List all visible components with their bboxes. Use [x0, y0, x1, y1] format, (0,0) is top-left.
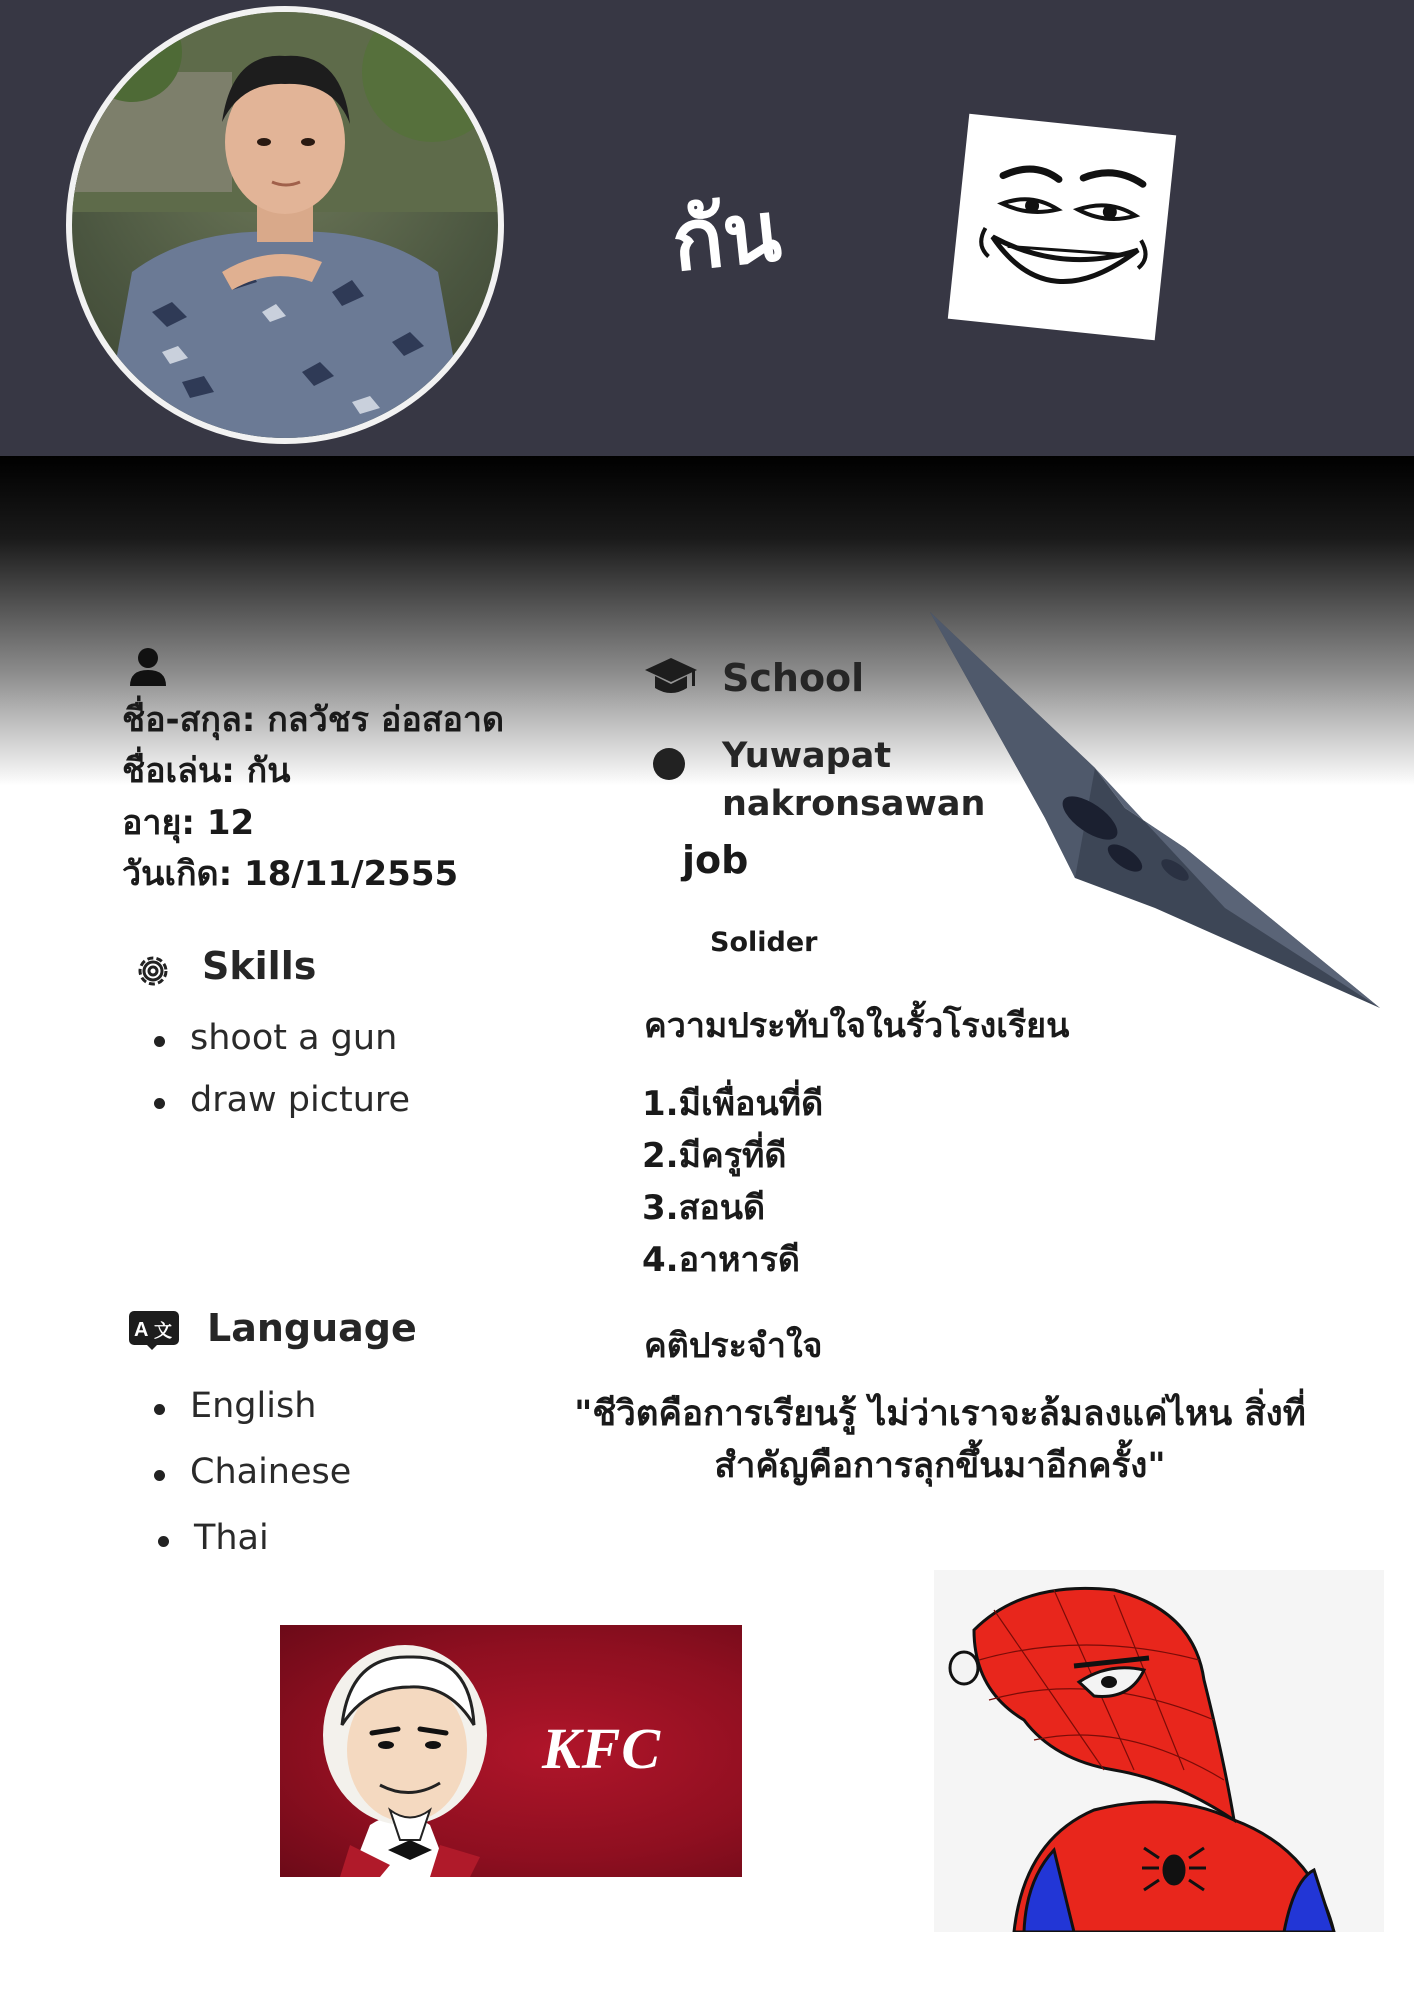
school-heading: School — [722, 656, 865, 700]
job-heading: job — [682, 838, 749, 882]
profile-photo-illustration — [72, 12, 498, 438]
profile-photo — [66, 6, 504, 444]
impression-item: 2.มีครูที่ดี — [642, 1136, 787, 1176]
impression-item: 3.สอนดี — [642, 1188, 766, 1228]
svg-text:A: A — [134, 1319, 149, 1341]
translate-icon — [128, 1310, 180, 1350]
svg-text:文: 文 — [154, 1321, 172, 1342]
skill-item: shoot a gun — [190, 1018, 398, 1058]
motto-quote — [520, 1388, 1360, 1492]
colonel-illustration — [280, 1625, 742, 1877]
fullname-text: ชื่อ-สกุล: กลวัชร อ่อสอาด — [122, 700, 505, 740]
gear-icon — [132, 950, 174, 992]
spiderman-meme-image — [934, 1570, 1384, 1932]
impression-heading: ความประทับใจในรั้วโรงเรียน — [644, 1006, 1070, 1046]
school-name-line2: nakronsawan — [722, 784, 986, 824]
stealth-bomber-image — [925, 608, 1385, 1018]
language-item: Chainese — [190, 1452, 352, 1492]
kfc-logo-image — [280, 1625, 742, 1877]
kfc-logo-text: KFC — [542, 1716, 662, 1781]
person-icon — [128, 646, 168, 686]
birthday-text: วันเกิด: 18/11/2555 — [122, 854, 459, 894]
school-name-line1: Yuwapat — [722, 736, 892, 776]
skills-heading: Skills — [202, 944, 317, 988]
language-heading: Language — [207, 1306, 417, 1350]
nickname-text: ชื่อเล่น: กัน — [122, 751, 291, 791]
job-value: Solider — [710, 927, 818, 958]
graduation-cap-icon — [644, 656, 698, 698]
meme-face-image — [948, 114, 1176, 341]
language-item: Thai — [194, 1518, 269, 1558]
motto-line1: "ชีวิตคือการเรียนรู้ ไม่ว่าเราจะล้มลงแค่ไหน สิ่งที่ — [574, 1394, 1306, 1434]
language-item: English — [190, 1386, 317, 1426]
header-nickname: กัน — [667, 181, 786, 291]
skill-item: draw picture — [190, 1080, 411, 1120]
age-text: อายุ: 12 — [122, 803, 255, 843]
impression-item: 4.อาหารดี — [642, 1240, 800, 1280]
school-bullet-dot — [653, 748, 685, 780]
motto-heading: คติประจำใจ — [644, 1326, 823, 1366]
impression-item: 1.มีเพื่อนที่ดี — [642, 1084, 824, 1124]
motto-line2: สำคัญคือการลุกขึ้นมาอีกครั้ง" — [714, 1446, 1166, 1486]
